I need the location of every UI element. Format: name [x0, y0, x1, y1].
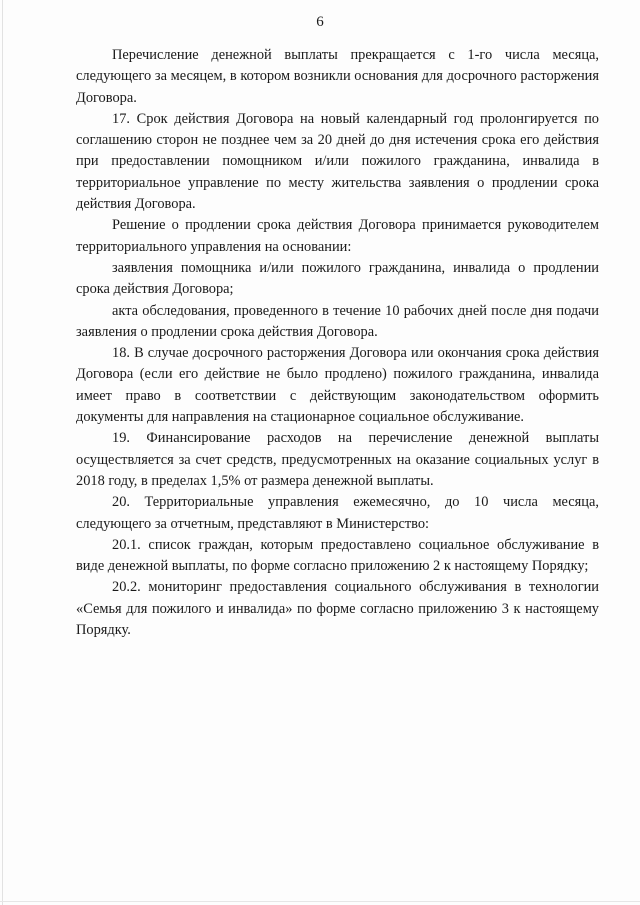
- paragraph-inspection-act: акта обследования, проведенного в течение 10 рабочих дней после дня подачи заявления о продлении срока действия Договора.: [76, 302, 599, 340]
- paragraph-extension-decision: Решение о продлении срока действия Договора принимается руководителем территориального управления на основании:: [76, 217, 599, 255]
- paragraph-20-1: 20.1. список граждан, которым предоставлено социальное обслуживание в виде денежной выплаты, по форме согласно приложению 2 к настоящему Порядку;: [76, 536, 599, 575]
- paragraph-payment-termination: Перечисление денежной выплаты прекращается с 1-го числа месяца, следующего за месяцем, в котором возникли основания для досрочного расторжения Договора.: [76, 47, 599, 106]
- paragraph-extension-application: заявления помощника и/или пожилого гражданина, инвалида о продлении срока действия Договора;: [76, 259, 599, 298]
- paragraph-20: 20. Территориальные управления ежемесячно, до 10 числа месяца, следующего за отчетным, представляют в Министерство:: [76, 494, 599, 532]
- document-body: [76, 45, 599, 641]
- page-number: 6: [316, 14, 324, 30]
- paragraph-19: 19. Финансирование расходов на перечисление денежной выплаты осуществляется за счет средств, предусмотренных на оказание социальных услуг в 2018 году, в пределах 1,5% от размера денежной выплаты.: [76, 430, 599, 489]
- scan-bottom-line: [0, 901, 640, 902]
- scan-edge-line: [2, 0, 3, 905]
- paragraph-20-2: 20.2. мониторинг предоставления социального обслуживания в технологии «Семья для пожилого и инвалида» по форме согласно приложению 3 к настоящему Порядку.: [76, 579, 599, 639]
- paragraph-17: 17. Срок действия Договора на новый календарный год пролонгируется по соглашению сторон не позднее чем за 20 дней до дня истечения срока его действия при предоставлении помощником и/или пожилого гражданина, инвалида в территориальное управление по месту жительства заявления о продлении срока действия Договора.: [76, 110, 599, 213]
- paragraph-18: 18. В случае досрочного расторжения Договора или окончания срока действия Договора (если его действие не было продлено) пожилого гражданина, инвалида имеет право в соответствии с действующим законодательством оформить документы для направления на стационарное социальное обслуживание.: [76, 345, 599, 426]
